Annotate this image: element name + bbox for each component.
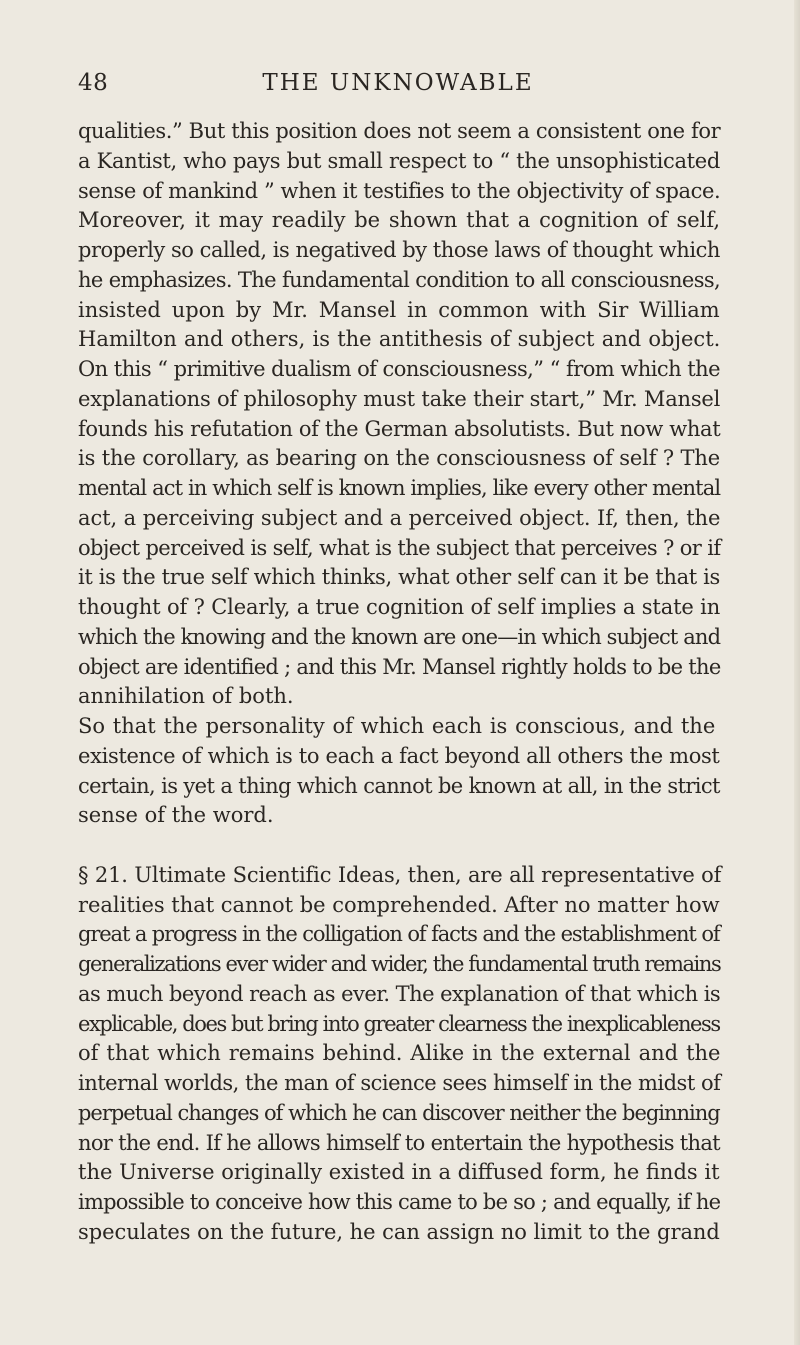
text-line: a Kantist, who pays but small respect to “ the unsophisticated <box>78 148 721 173</box>
text-line: of that which remains behind. Alike in the external and the <box>78 1041 721 1066</box>
text-line: realities that cannot be comprehended. After no matter how <box>78 892 720 917</box>
text-line: insisted upon by Mr. Mansel in common with Sir William <box>78 297 720 322</box>
text-line: annihilation of both. <box>78 684 294 709</box>
text-line: act, a perceiving subject and a perceived object. If, then, the <box>78 505 721 530</box>
text-line: So that the personality of which each is conscious, and the <box>78 714 716 738</box>
paragraph <box>78 117 720 712</box>
text-line: explicable, does but bring into greater clearness the inexplicableness <box>78 1011 720 1036</box>
paragraph <box>78 712 720 831</box>
page-number: 48 <box>78 70 109 96</box>
text-line: which the knowing and the known are one—in which subject and <box>78 624 721 649</box>
text-line: it is the true self which thinks, what other self can it be that is <box>78 565 720 590</box>
text-line: is the corollary, as bearing on the consciousness of self ? The <box>78 446 721 471</box>
text-line: great a progress in the colligation of facts and the establishment of <box>78 922 720 947</box>
text-line: internal worlds, the man of science sees himself in the midst of <box>78 1071 721 1095</box>
text-line: On this “ primitive dualism of consciousness,” “ from which the <box>78 357 721 381</box>
section-gap <box>78 831 720 861</box>
body-text <box>78 117 720 1248</box>
text-line: Moreover, it may readily be shown that a cognition of self, <box>78 208 721 233</box>
text-line: founds his refutation of the German absolutists. But now what <box>78 416 721 441</box>
paragraph <box>78 861 720 1248</box>
text-line: explanations of philosophy must take their start,” Mr. Mansel <box>78 386 721 411</box>
text-line: as much beyond reach as ever. The explanation of that which is <box>78 981 721 1006</box>
text-line: Hamilton and others, is the antithesis of subject and object. <box>78 327 721 352</box>
text-line: he emphasizes. The fundamental condition to all consciousness, <box>78 267 720 292</box>
text-line: sense of the word. <box>78 803 274 828</box>
text-line: perpetual changes of which he can discover neither the beginning <box>78 1100 720 1125</box>
text-line: object perceived is self, what is the subject that perceives ? or if <box>78 535 721 560</box>
running-title: THE UNKNOWABLE <box>262 70 534 96</box>
page-header <box>78 70 718 110</box>
text-line: generalizations ever wider and wider, the fundamental truth remains <box>78 952 721 976</box>
text-line: qualities.” But this position does not seem a consistent one for <box>78 119 721 143</box>
text-line: existence of which is to each a fact beyond all others the most <box>78 743 720 768</box>
text-line: sense of mankind ” when it testifies to the objectivity of space. <box>78 178 721 203</box>
text-line: mental act in which self is known implies, like every other mental <box>78 476 721 500</box>
text-line: the Universe originally existed in a diffused form, he finds it <box>78 1160 720 1185</box>
text-line: thought of ? Clearly, a true cognition of self implies a state in <box>78 595 721 619</box>
text-line: § 21. Ultimate Scientific Ideas, then, are all representative of <box>78 862 722 887</box>
page-edge <box>794 0 800 1345</box>
text-line: speculates on the future, he can assign no limit to the grand <box>78 1219 720 1244</box>
text-line: impossible to conceive how this came to be so ; and equally, if he <box>78 1190 721 1214</box>
text-line: properly so called, is negatived by those laws of thought which <box>78 238 720 262</box>
text-line: certain, is yet a thing which cannot be known at all, in the strict <box>78 773 720 798</box>
text-line: object are identified ; and this Mr. Mansel rightly holds to be the <box>78 654 721 679</box>
text-line: nor the end. If he allows himself to entertain the hypothesis that <box>78 1130 720 1155</box>
